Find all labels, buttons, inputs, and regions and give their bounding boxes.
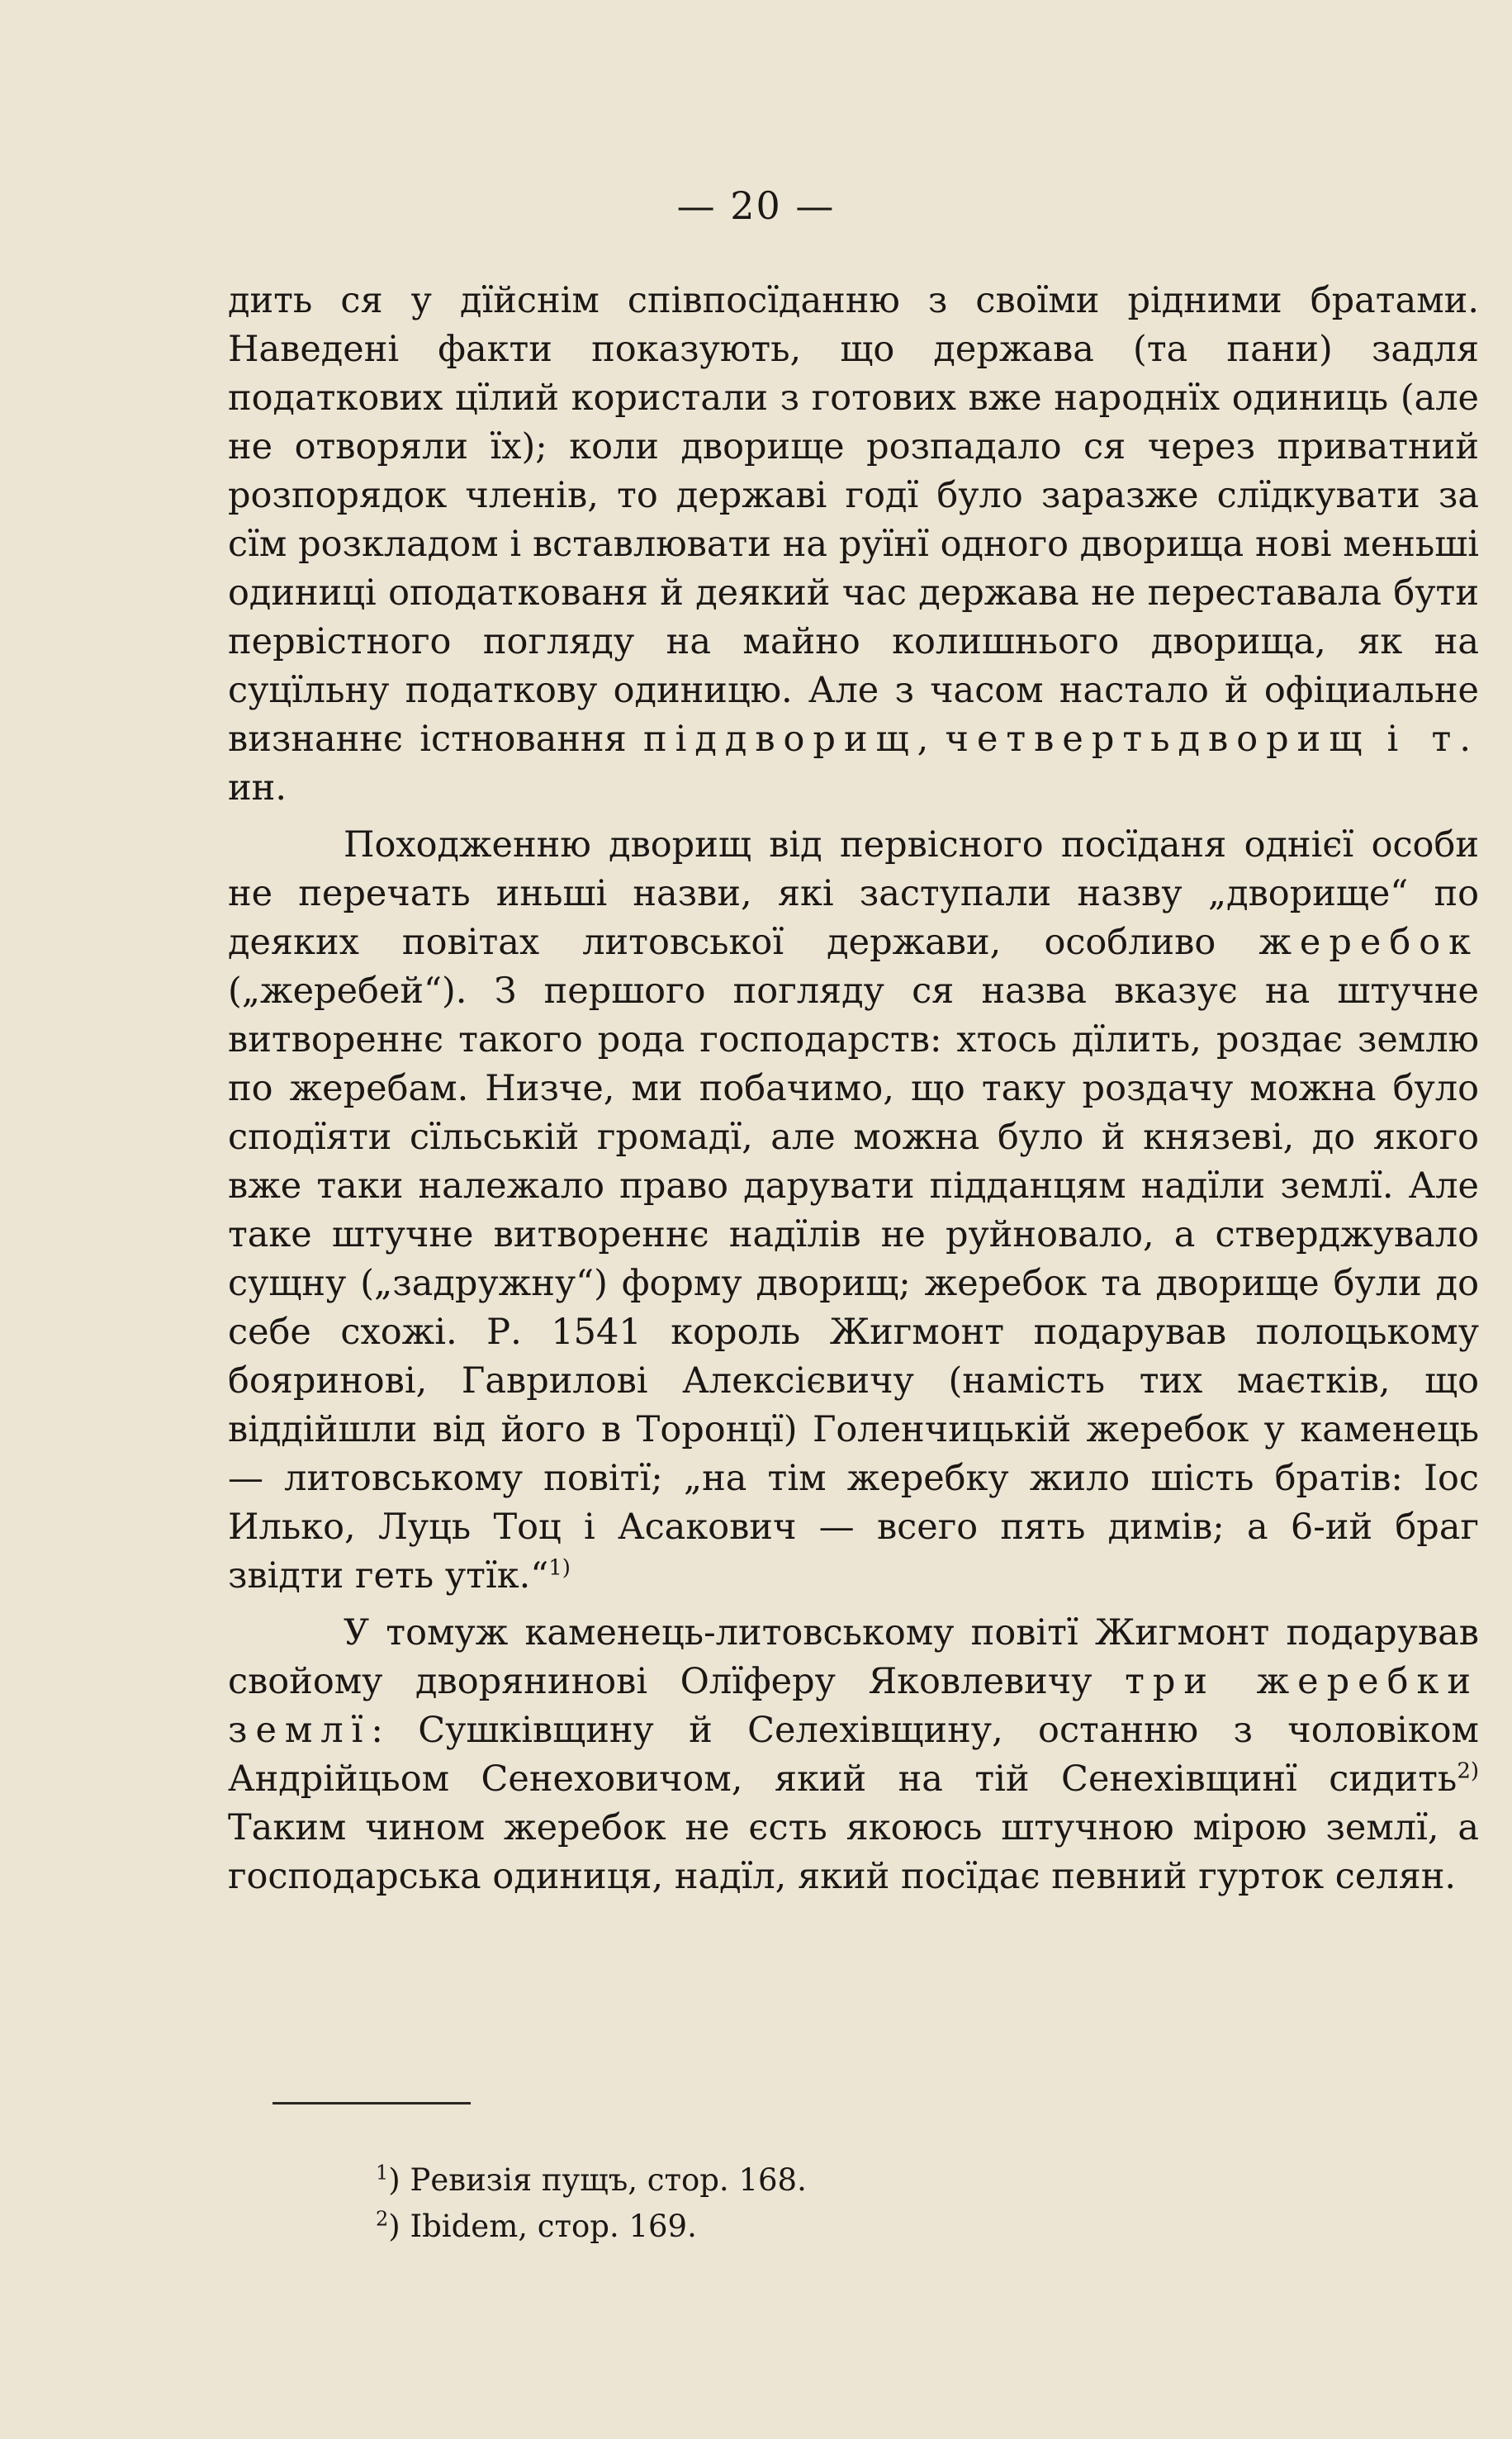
emphasized-text: жеребок <box>1258 922 1479 963</box>
footnote-reference: 1) <box>548 1555 571 1581</box>
emphasized-text: і т. <box>1386 719 1479 760</box>
text-run: ин. <box>228 767 287 809</box>
text-run: : Сушківщину й Селехівщину, останню з чоловіком Андрійцьом Сенеховичом, який на тій Сенехівщинї сидить <box>228 1710 1479 1800</box>
text-run: У томуж каменець-литовському повітї Жигмонт подарував свойому дворянинові Олїферу Яковлевичу <box>228 1612 1479 1702</box>
footnotes <box>376 2157 1367 2250</box>
body-text <box>228 277 1479 1901</box>
footnote-mark: 2 <box>376 2207 389 2231</box>
footnote-text: ) Ibidem, стор. 169. <box>388 2209 697 2244</box>
paragraph-2 <box>228 821 1479 1601</box>
footnote-mark: 1 <box>376 2161 389 2185</box>
footnote-1 <box>376 2157 1367 2204</box>
paragraph-1 <box>228 277 1479 813</box>
text-run: Таким чином жеребок не єсть якоюсь штучною мірою землї, а господарська одиниця, надїл, який посїдає певний гурток селян. <box>228 1807 1479 1897</box>
footnote-text: ) Ревизія пущъ, стор. 168. <box>388 2162 807 2198</box>
text-run: , <box>917 719 946 760</box>
text-run: Походженню дворищ від первісного посїданя однієї особи не перечать иньші назви, які заступали назву „дворище“ по деяких повітах литовської держави, особливо <box>228 824 1479 963</box>
footnote-2 <box>376 2204 1367 2250</box>
text-run: дить ся у дїйснім співпосїданню з своїми рідними братами. Наведені факти показують, що держава (та пани) задля податкових цїлий користали з готових вже народнїх одиниць (але не отворяли їх); коли дворище розпадало ся через приватний розпорядок членів, то державі годї було заразже слїдкувати за сїм розкладом і вставлювати на руїнї одного дворища нові меньші одиниці оподаткованя й деякий час держава не переставала бути первістного погляду на майно колишнього дворища, як на суцїльну податкову одиницю. Але з часом настало й офіциальне визнаннє істновання <box>228 280 1479 760</box>
page-number: — 20 — <box>676 183 836 228</box>
emphasized-text: четвертьдворищ <box>945 719 1371 760</box>
footnote-reference: 2) <box>1457 1758 1479 1784</box>
emphasized-text: три жеребки землї <box>228 1661 1479 1751</box>
footnote-separator <box>273 2102 471 2104</box>
emphasized-text: піддворищ <box>642 719 917 760</box>
paragraph-3 <box>228 1609 1479 1901</box>
text-run <box>1370 719 1386 760</box>
text-run: („жеребей“). З першого погляду ся назва вказує на штучне витвореннє такого рода господарств: хтось дїлить, роздає землю по жеребам. Низче, ми побачимо, що таку роздачу можна було сподїяти сїльській громадї, але можна було й князеві, до якого вже таки належало право дарувати підданцям надїли землї. Але таке штучне витвореннє надїлів не руйновало, а стверджувало сущну („задружну“) форму дворищ; жеребок та дворище були до себе схожі. Р. 1541 король Жигмонт подарував полоцькому бояринові, Гаврилові Алексієвичу (намість тих маєтків, що віддійшли від його в Торонцї) Голенчицькій жеребок у каменець — литовському повітї; „на тім жеребку жило шість братів: Іос Илько, Луць Тоц і Асакович — всего пять димів; а 6-ий браг звідти геть утїк.“ <box>228 970 1479 1597</box>
